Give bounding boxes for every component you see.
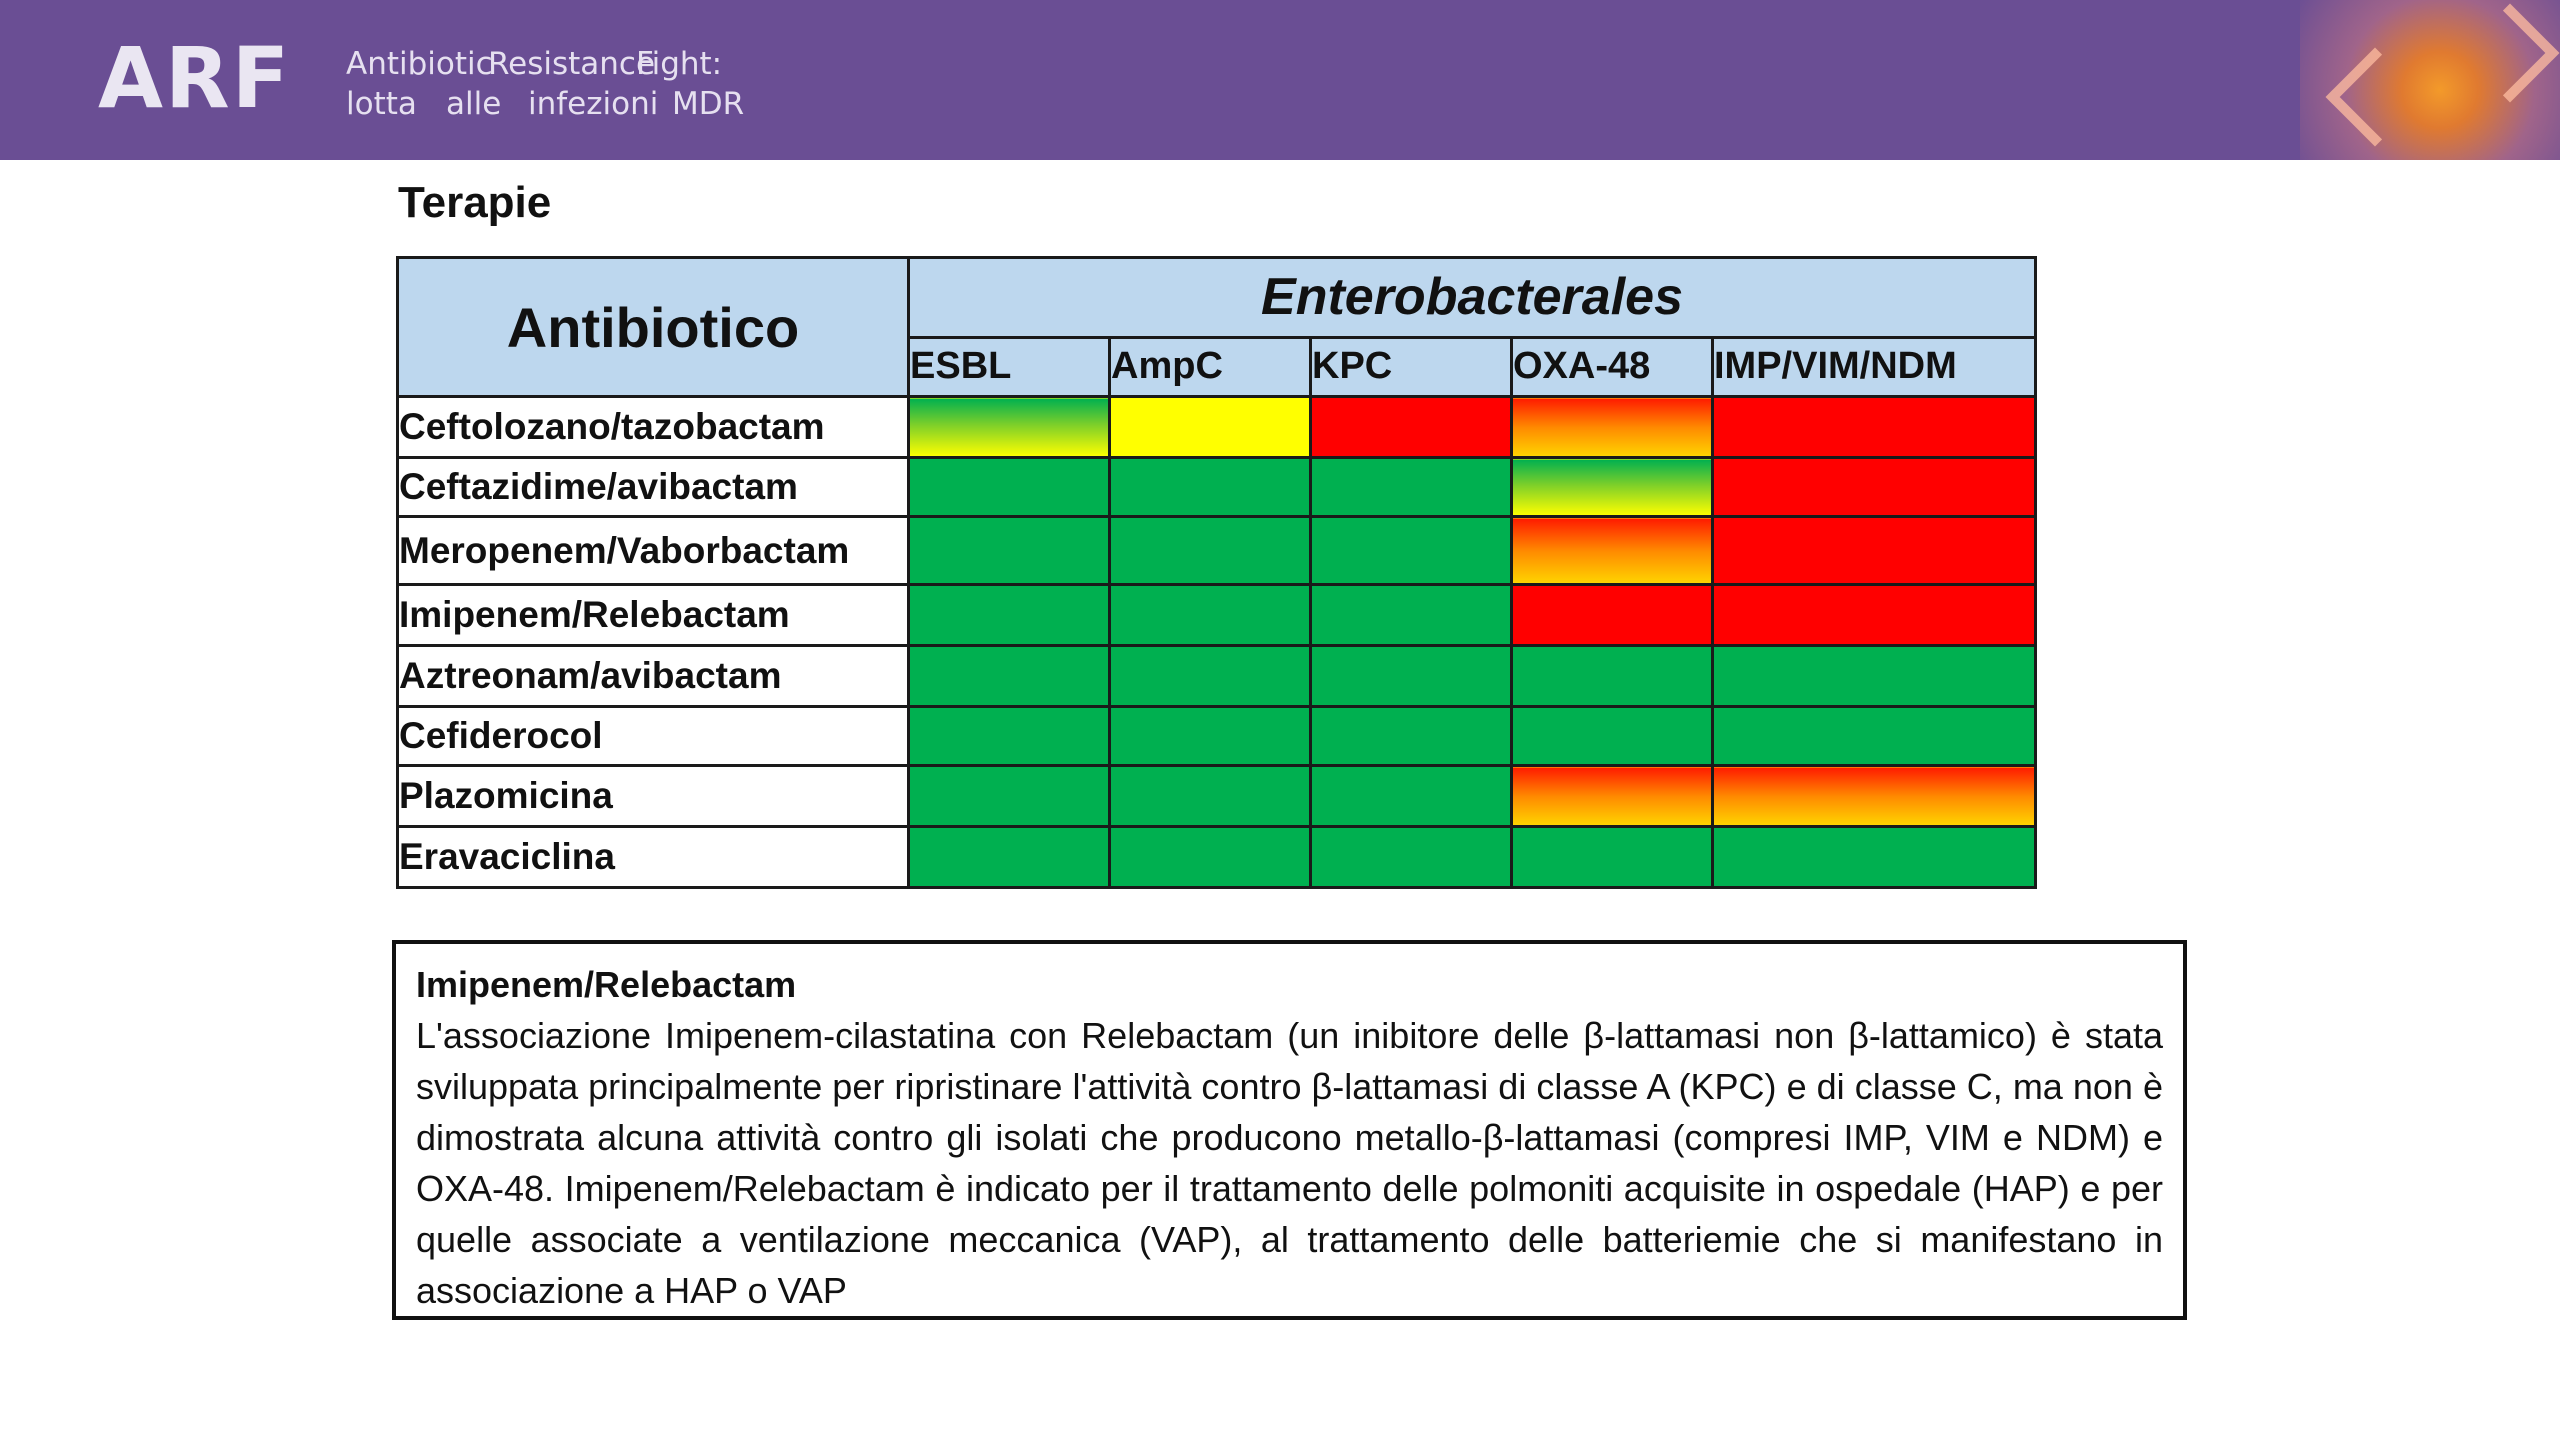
status-cell (1512, 646, 1713, 707)
status-cell (1110, 585, 1311, 646)
status-cell (909, 707, 1110, 766)
table-row (398, 397, 2036, 458)
column-header: KPC (1311, 337, 1512, 396)
status-cell (1110, 766, 1311, 827)
table-row (398, 707, 2036, 766)
status-cell (1713, 585, 2036, 646)
table-row (398, 766, 2036, 827)
row-label: Plazomicina (398, 766, 909, 827)
section-title: Terapie (398, 178, 552, 227)
table-row (398, 827, 2036, 888)
status-cell (1110, 458, 1311, 517)
status-cell (1713, 458, 2036, 517)
group-header: Enterobacterales (909, 258, 2036, 338)
status-cell (909, 827, 1110, 888)
status-cell (1311, 646, 1512, 707)
status-cell (909, 646, 1110, 707)
header-banner (0, 0, 2560, 160)
description-box (392, 940, 2187, 1320)
tagline (346, 44, 744, 124)
status-cell (1713, 827, 2036, 888)
status-cell (1512, 517, 1713, 585)
antibiotic-susceptibility-table (396, 256, 2037, 889)
status-cell (1512, 707, 1713, 766)
row-header: Antibiotico (398, 258, 909, 397)
status-cell (1713, 707, 2036, 766)
status-cell (1110, 707, 1311, 766)
status-cell (1713, 646, 2036, 707)
chevron-left-icon (2326, 48, 2425, 147)
row-label: Imipenem/Relebactam (398, 585, 909, 646)
description-title: Imipenem/Relebactam (416, 964, 797, 1005)
tagline-line-2 (346, 84, 744, 124)
status-cell (909, 585, 1110, 646)
table-body (398, 397, 2036, 888)
row-label: Eravaciclina (398, 827, 909, 888)
status-cell (1512, 397, 1713, 458)
status-cell (1110, 646, 1311, 707)
tagline-word: Antibiotic (346, 46, 493, 82)
column-header: IMP/VIM/NDM (1713, 337, 2036, 396)
status-cell (909, 458, 1110, 517)
status-cell (1311, 517, 1512, 585)
status-cell (1512, 458, 1713, 517)
tagline-word: alle (446, 86, 502, 122)
column-header: AmpC (1110, 337, 1311, 396)
tagline-line-1 (346, 44, 744, 84)
status-cell (1311, 766, 1512, 827)
status-cell (1311, 585, 1512, 646)
tagline-word: infezioni (528, 86, 659, 122)
arf-logo: ARF (98, 29, 292, 127)
chevron-right-icon (2461, 4, 2560, 103)
tagline-word: lotta (346, 86, 417, 122)
table-row (398, 517, 2036, 585)
row-label: Meropenem/Vaborbactam (398, 517, 909, 585)
tagline-word: Fight: (636, 46, 723, 82)
status-cell (1311, 707, 1512, 766)
status-cell (909, 397, 1110, 458)
status-cell (1713, 397, 2036, 458)
status-cell (1311, 458, 1512, 517)
status-cell (1512, 827, 1713, 888)
column-header: OXA-48 (1512, 337, 1713, 396)
table-row (398, 458, 2036, 517)
status-cell (909, 517, 1110, 585)
column-header: ESBL (909, 337, 1110, 396)
status-cell (1110, 397, 1311, 458)
status-cell (1512, 766, 1713, 827)
status-cell (909, 766, 1110, 827)
status-cell (1110, 517, 1311, 585)
row-label: Cefiderocol (398, 707, 909, 766)
status-cell (1311, 827, 1512, 888)
decorative-graphic (2300, 0, 2560, 160)
row-label: Ceftazidime/avibactam (398, 458, 909, 517)
tagline-word: MDR (672, 86, 745, 122)
status-cell (1311, 397, 1512, 458)
status-cell (1713, 766, 2036, 827)
row-label: Ceftolozano/tazobactam (398, 397, 909, 458)
description-body: L'associazione Imipenem-cilastatina con Relebactam (un inibitore delle β-lattamasi non β-lattamico) è stata sviluppata principalmente per ripristinare l'attività contro β-lattamasi di classe A (KPC) e di classe C, ma non è dimostrata alcuna attività contro gli isolati che producono metallo-β-lattamasi (compresi IMP, VIM e NDM) e OXA-48. Imipenem/Relebactam è indicato per il trattamento delle polmoniti acquisite in ospedale (HAP) e per quelle associate a ventilazione meccanica (VAP), al trattamento delle batteriemie che si manifestano in associazione a HAP o VAP (416, 1015, 2163, 1311)
row-label: Aztreonam/avibactam (398, 646, 909, 707)
table-row (398, 585, 2036, 646)
status-cell (1512, 585, 1713, 646)
status-cell (1713, 517, 2036, 585)
tagline-word: Resistance (488, 46, 656, 82)
table-row (398, 646, 2036, 707)
status-cell (1110, 827, 1311, 888)
